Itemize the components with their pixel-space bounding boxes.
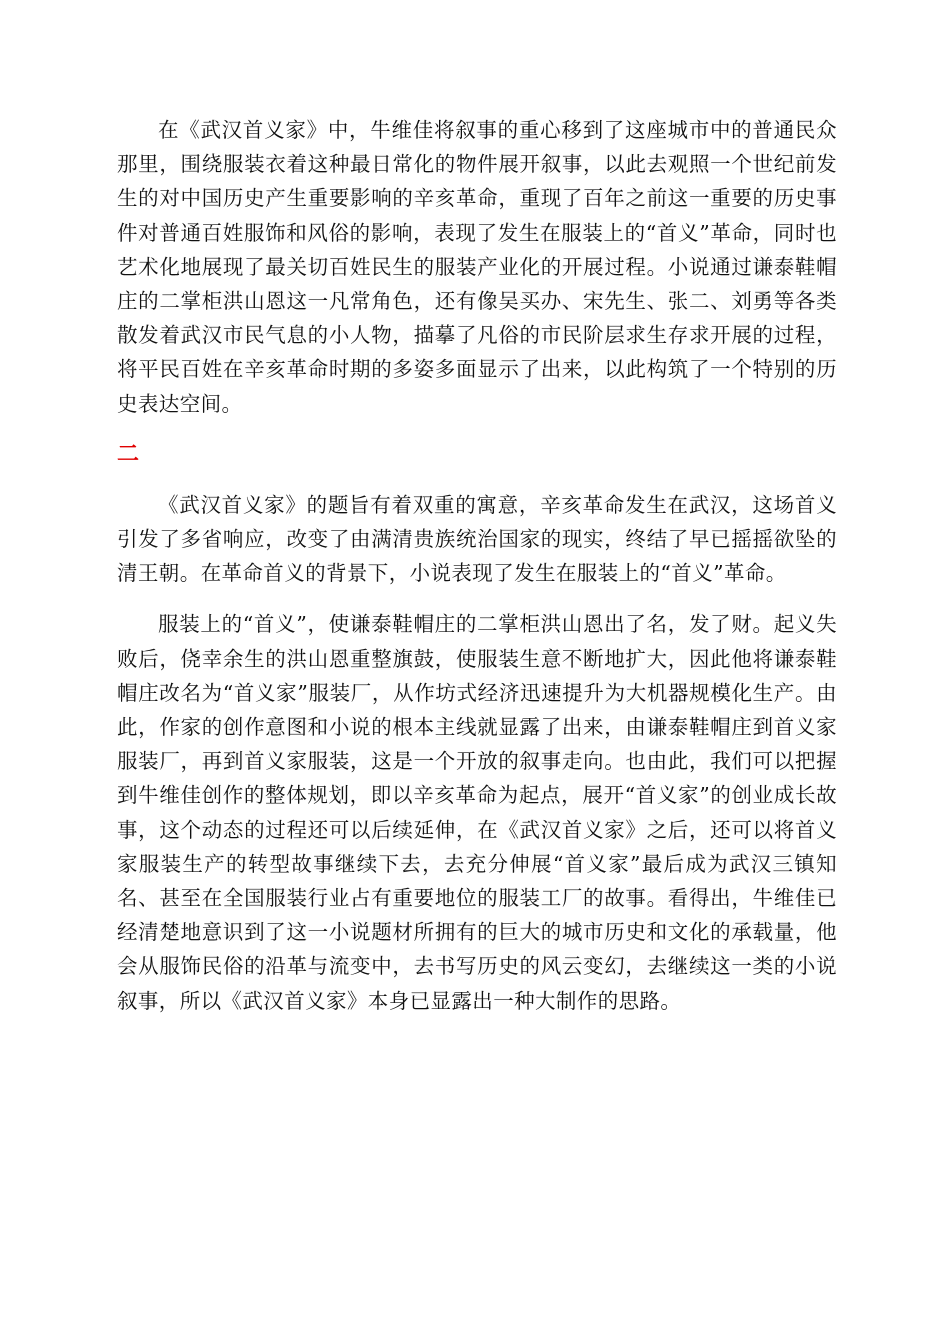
paragraph-section-1: 《武汉首义家》的题旨有着双重的寓意，辛亥革命发生在武汉，这场首义引发了多省响应，改变了由满清贵族统治国家的现实，终结了早已摇摇欲坠的清王朝。在革命首义的背景下，小说表现了发生在服装上的“首义”革命。: [117, 492, 837, 586]
spacer: [117, 421, 837, 438]
spacer: [117, 590, 837, 607]
paragraph-section-2: 服装上的“首义”，使谦泰鞋帽庄的二掌柜洪山恩出了名，发了财。起义失败后，侥幸余生的洪山恩重整旗鼓，使服装生意不断地扩大，因此他将谦泰鞋帽庄改名为“首义家”服装厂，从作坊式经济迅速提升为大机器规模化生产。由此，作家的创作意图和小说的根本主线就显露了出来，由谦泰鞋帽庄到首义家服装厂，再到首义家服装，这是一个开放的叙事走向。也由此，我们可以把握到牛维佳创作的整体规划，即以辛亥革命为起点，展开“首义家”的创业成长故事，这个动态的过程还可以后续延伸，在《武汉首义家》之后，还可以将首义家服装生产的转型故事继续下去，去充分伸展“首义家”最后成为武汉三镇知名、甚至在全国服装行业占有重要地位的服装工厂的故事。看得出，牛维佳已经清楚地意识到了这一小说题材所拥有的巨大的城市历史和文化的承载量，他会从服饰民俗的沿革与流变中，去书写历史的风云变幻，去继续这一类的小说叙事，所以《武汉首义家》本身已显露出一种大制作的思路。: [117, 612, 837, 1013]
spacer: [117, 472, 837, 488]
document-body: [117, 113, 837, 1018]
section-heading: 二: [117, 441, 140, 467]
paragraph-intro: 在《武汉首义家》中，牛维佳将叙事的重心移到了这座城市中的普通民众那里，围绕服装衣着这种最日常化的物件展开叙事，以此去观照一个世纪前发生的对中国历史产生重要影响的辛亥革命，重现了百年之前这一重要的历史事件对普通百姓服饰和风俗的影响，表现了发生在服装上的“首义”革命，同时也艺术化地展现了最关切百姓民生的服装产业化的开展过程。小说通过谦泰鞋帽庄的二掌柜洪山恩这一凡常角色，还有像吴买办、宋先生、张二、刘勇等各类散发着武汉市民气息的小人物，描摹了凡俗的市民阶层求生存求开展的过程，将平民百姓在辛亥革命时期的多姿多面显示了出来，以此构筑了一个特别的历史表达空间。: [117, 118, 837, 416]
